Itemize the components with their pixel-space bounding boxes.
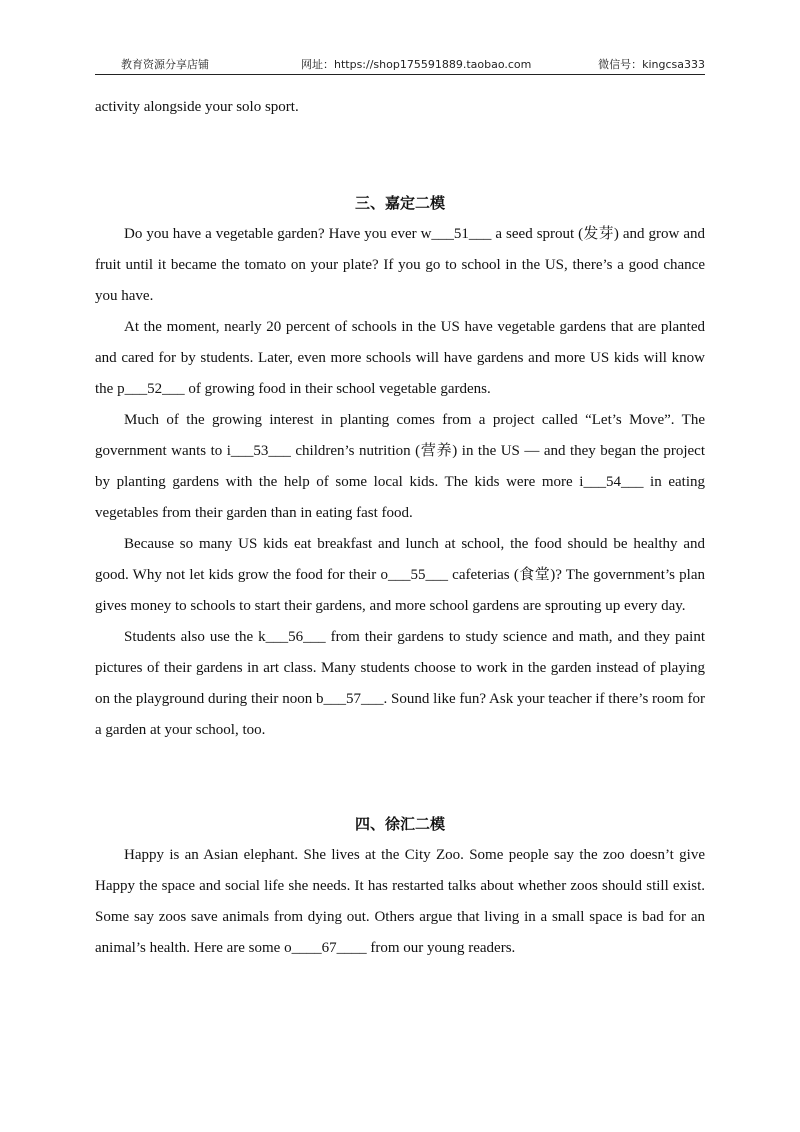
paragraph: Do you have a vegetable garden? Have you ever w___51___ a seed sprout (发芽) and grow and fruit until it became the tomato on your plate? If you go to school in the US, there’s a good chance you have. <box>95 226 705 304</box>
paragraph: Students also use the k___56___ from their gardens to study science and math, and they paint pictures of their gardens in art class. Many students choose to work in the garden instead of playing on the playground during their noon b___57___. Sound like fun? Ask your teacher if there’s room for a garden at your school, too. <box>95 629 705 738</box>
header-wechat: 微信号：kingcsa333 <box>598 58 705 71</box>
paragraph: Much of the growing interest in planting comes from a project called “Let’s Move”. The government wants to i___53___ children’s nutrition (营养) in the US — and they began the project by planting gardens with the help of some local kids. The kids were more i___54___ in eating vegetables from their garden than in eating fast food. <box>95 412 705 521</box>
section-title: 三、嘉定二模 <box>354 194 445 212</box>
paragraph: Because so many US kids eat breakfast and lunch at school, the food should be healthy and good. Why not let kids grow the food for their o___55___ cafeterias (食堂)? The government’s plan gives money to schools to start their gardens, and more school gardens are sprouting up every day. <box>95 536 705 614</box>
paragraph: At the moment, nearly 20 percent of schools in the US have vegetable gardens that are planted and cared for by students. Later, even more schools will have gardens and more US kids will know the p___52___ of growing food in their school vegetable gardens. <box>95 319 705 397</box>
header-shop-name: 教育资源分享店铺 <box>121 58 209 71</box>
section-title: 四、徐汇二模 <box>354 815 445 833</box>
section-xuhui <box>95 809 705 964</box>
continuation-text: activity alongside your solo sport. <box>95 99 299 115</box>
header-website: 网址：https://shop175591889.taobao.com <box>301 58 532 71</box>
page-header <box>95 52 705 75</box>
section-jiading <box>95 188 705 746</box>
paragraph: Happy is an Asian elephant. She lives at the City Zoo. Some people say the zoo doesn’t give Happy the space and social life she needs. It has restarted talks about whether zoos should still exist. Some say zoos save animals from dying out. Others argue that living in a small space is bad for an animal’s health. Here are some o____67____ from our young readers. <box>95 847 705 956</box>
